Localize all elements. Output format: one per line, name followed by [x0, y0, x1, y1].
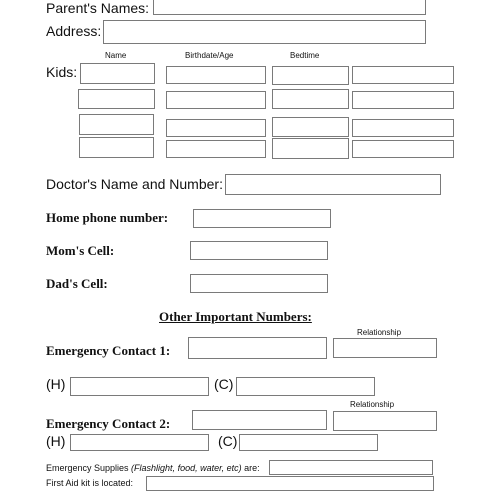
kid-2-name-field[interactable]: [78, 89, 155, 109]
supplies-label-suffix: are:: [241, 463, 260, 473]
home-phone-field[interactable]: [193, 209, 331, 228]
dads-cell-label: Dad's Cell:: [46, 276, 108, 291]
ec2-cell-field[interactable]: [239, 434, 378, 451]
parents-names-field[interactable]: [153, 0, 426, 15]
ec1-home-label: (H): [46, 376, 66, 392]
kid-1-name-field[interactable]: [80, 63, 155, 84]
kid-1-birthdate-field[interactable]: [166, 66, 266, 84]
ec1-home-field[interactable]: [70, 377, 209, 396]
moms-cell-label: Mom's Cell:: [46, 243, 115, 258]
ec2-relationship-label: Relationship: [350, 400, 395, 409]
kid-4-bedtime-field[interactable]: [272, 138, 349, 159]
kid-1-extra-field[interactable]: [352, 66, 454, 84]
kid-2-bedtime-field[interactable]: [272, 89, 349, 109]
kid-4-name-field[interactable]: [79, 137, 154, 158]
kid-1-bedtime-field[interactable]: [272, 66, 349, 85]
kid-3-birthdate-field[interactable]: [166, 119, 266, 137]
parents-names-label: Parent's Names:: [46, 0, 150, 16]
ec1-name-field[interactable]: [188, 337, 327, 359]
ec1-relationship-field[interactable]: [333, 338, 437, 358]
ec2-cell-label: (C): [218, 433, 238, 449]
ec1-label: Emergency Contact 1:: [46, 343, 171, 358]
kid-4-extra-field[interactable]: [352, 140, 454, 158]
doctor-field[interactable]: [225, 174, 441, 195]
address-field[interactable]: [103, 20, 426, 44]
ec1-cell-field[interactable]: [236, 377, 375, 396]
address-label: Address:: [46, 23, 102, 39]
ec2-home-field[interactable]: [70, 434, 209, 451]
first-aid-label: First Aid kit is located:: [46, 478, 134, 488]
ec1-relationship-label: Relationship: [357, 328, 402, 337]
first-aid-field[interactable]: [146, 476, 434, 491]
supplies-label: [46, 463, 260, 473]
ec2-label: Emergency Contact 2:: [46, 416, 171, 431]
kids-col-name: Name: [105, 51, 127, 60]
supplies-label-prefix: Emergency Supplies: [46, 463, 132, 473]
kid-4-birthdate-field[interactable]: [166, 140, 266, 158]
kid-2-extra-field[interactable]: [352, 91, 454, 109]
moms-cell-field[interactable]: [190, 241, 328, 260]
kids-label: Kids:: [46, 64, 78, 80]
ec1-cell-label: (C): [214, 376, 234, 392]
kid-3-bedtime-field[interactable]: [272, 117, 349, 137]
ec2-relationship-field[interactable]: [333, 411, 437, 431]
kids-col-birthdate: Birthdate/Age: [185, 51, 234, 60]
kid-3-name-field[interactable]: [79, 114, 154, 135]
dads-cell-field[interactable]: [190, 274, 328, 293]
kid-2-birthdate-field[interactable]: [166, 91, 266, 109]
ec2-home-label: (H): [46, 433, 66, 449]
supplies-field[interactable]: [269, 460, 433, 475]
home-phone-label: Home phone number:: [46, 210, 169, 225]
other-numbers-heading: Other Important Numbers:: [159, 309, 312, 324]
ec2-name-field[interactable]: [192, 410, 327, 430]
supplies-label-examples: (Flashlight, food, water, etc): [131, 463, 242, 473]
doctor-label: Doctor's Name and Number:: [46, 176, 223, 192]
kid-3-extra-field[interactable]: [352, 119, 454, 137]
kids-col-bedtime: Bedtime: [290, 51, 320, 60]
